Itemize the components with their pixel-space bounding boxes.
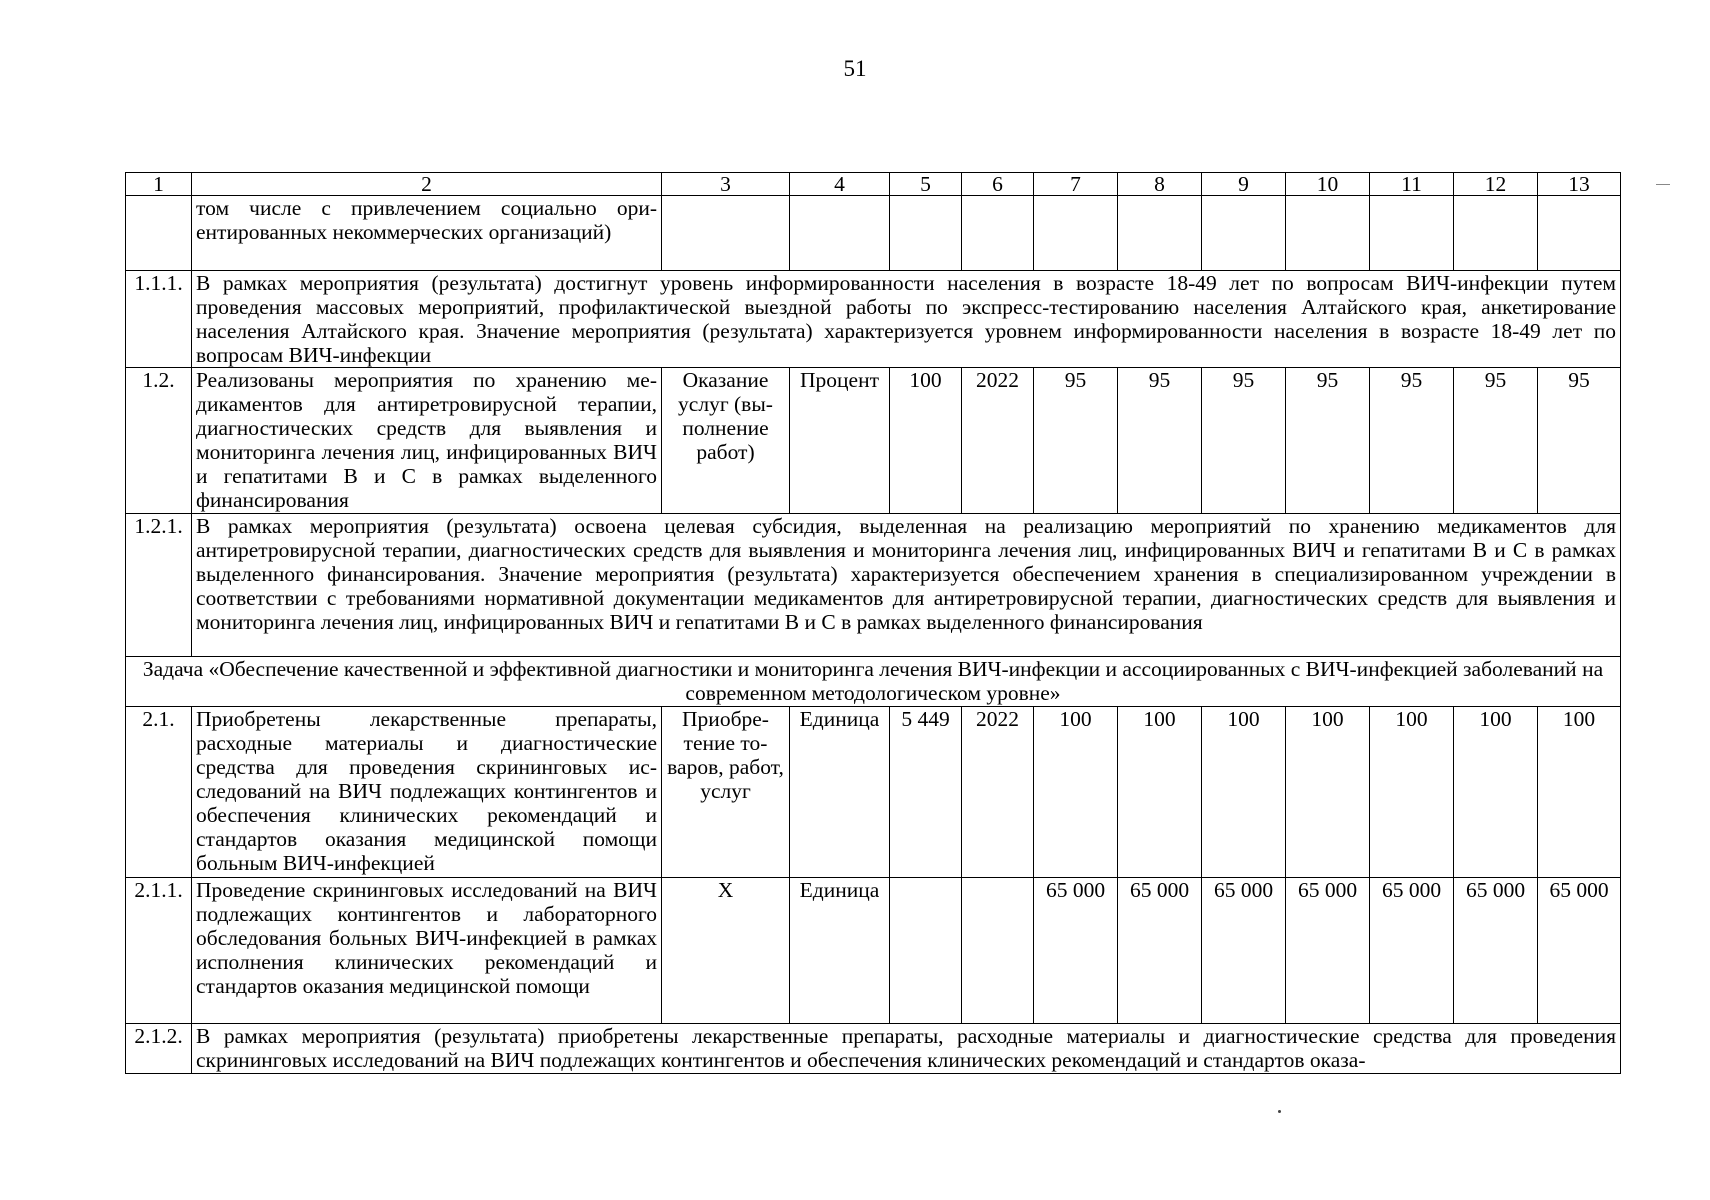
row-value: 100: [1454, 707, 1538, 878]
row-base-value: 5 449: [890, 707, 962, 878]
row-type: Приобретение товаров, работ, услуг: [662, 707, 790, 878]
row-value: 65 000: [1118, 878, 1202, 1024]
row-value: 65 000: [1202, 878, 1286, 1024]
row-value: 95: [1286, 368, 1370, 514]
row-value: 100: [1286, 707, 1370, 878]
row-base-year: [962, 878, 1034, 1024]
row-unit: Единица: [790, 878, 890, 1024]
column-number: 12: [1454, 173, 1538, 196]
table-row-continuation: [126, 196, 1621, 271]
row-value: 65 000: [1538, 878, 1621, 1024]
row-value: 100: [1538, 707, 1621, 878]
row-value: 65 000: [1034, 878, 1118, 1024]
row-base-year: 2022: [962, 368, 1034, 514]
row-value: 100: [1118, 707, 1202, 878]
row-value: 95: [1538, 368, 1621, 514]
row-value: 100: [1202, 707, 1286, 878]
table-row-1-2: [126, 368, 1621, 514]
margin-mark: [1656, 184, 1670, 185]
indicators-table: [125, 172, 1621, 1074]
table-row-1-1-1: [126, 271, 1621, 368]
row-unit: Процент: [790, 368, 890, 514]
row-name: Реализованы мероприятия по хранению медикаментов для антиретровирусной терапии, диагностических средств для выявления и мониторинга лечения лиц, инфицированных ВИЧ и гепатитами В и С в рамках выделенного финансирования: [192, 368, 662, 514]
row-type: Оказание услуг (выполнение работ): [662, 368, 790, 514]
table-row-2-1-2: [126, 1024, 1621, 1074]
empty-cell: [1202, 196, 1286, 271]
column-number: 7: [1034, 173, 1118, 196]
row-number: 1.1.1.: [126, 271, 192, 368]
empty-cell: [1370, 196, 1454, 271]
column-number: 1: [126, 173, 192, 196]
row-name: том числе с привлечением социально ориентированных некоммерческих организаций): [192, 196, 662, 271]
column-number: 10: [1286, 173, 1370, 196]
empty-cell: [662, 196, 790, 271]
row-value: 100: [1034, 707, 1118, 878]
column-number-row: [126, 173, 1621, 196]
row-number: 2.1.2.: [126, 1024, 192, 1074]
column-number: 3: [662, 173, 790, 196]
row-base-value: [890, 878, 962, 1024]
row-description: В рамках мероприятия (результата) приобретены лекарственные препараты, расходные материалы и диагностические средства для проведения скрининговых исследований на ВИЧ подлежащих контингентов и обеспечения клинических рекомендаций и стандартов оказа-: [192, 1024, 1621, 1074]
column-number: 8: [1118, 173, 1202, 196]
row-base-value: 100: [890, 368, 962, 514]
row-number: 1.2.1.: [126, 514, 192, 657]
empty-cell: [1454, 196, 1538, 271]
row-value: 65 000: [1286, 878, 1370, 1024]
empty-cell: [790, 196, 890, 271]
empty-cell: [890, 196, 962, 271]
empty-cell: [1034, 196, 1118, 271]
row-value: 100: [1370, 707, 1454, 878]
row-name: Приобретены лекарственные препараты, расходные материалы и диагностические средства для проведения скрининговых исследований на ВИЧ подлежащих контингентов и обеспечения клинических рекомендаций и стандартов оказания медицинской помощи больным ВИЧ-инфекцией: [192, 707, 662, 878]
column-number: 9: [1202, 173, 1286, 196]
row-name: Проведение скрининговых исследований на ВИЧ подлежащих контингентов и лабораторного обследования больных ВИЧ-инфекцией в рамках исполнения клинических рекомендаций и стандартов оказания медицинской помощи: [192, 878, 662, 1024]
column-number: 4: [790, 173, 890, 196]
column-number: 2: [192, 173, 662, 196]
column-number: 11: [1370, 173, 1454, 196]
row-value: 65 000: [1454, 878, 1538, 1024]
column-number: 5: [890, 173, 962, 196]
page-number: 51: [843, 56, 867, 81]
empty-cell: [962, 196, 1034, 271]
row-value: 95: [1202, 368, 1286, 514]
row-description: В рамках мероприятия (результата) достигнут уровень информированности населения в возрасте 18-49 лет по вопросам ВИЧ-инфекции путем проведения массовых мероприятий, профилактической выездной работы по экспресс-тестированию населения Алтайского края, анкетирование населения Алтайского края. Значение мероприятия (результата) характеризуется уровнем информированности населения в возрасте 18-49 лет по вопросам ВИЧ-инфекции: [192, 271, 1621, 368]
empty-cell: [1118, 196, 1202, 271]
row-value: 95: [1454, 368, 1538, 514]
row-value: 95: [1118, 368, 1202, 514]
row-number: 2.1.1.: [126, 878, 192, 1024]
row-base-year: 2022: [962, 707, 1034, 878]
row-unit: Единица: [790, 707, 890, 878]
row-value: 65 000: [1370, 878, 1454, 1024]
table-row-2-1-1: [126, 878, 1621, 1024]
row-number: 2.1.: [126, 707, 192, 878]
row-value: 95: [1370, 368, 1454, 514]
row-description: В рамках мероприятия (результата) освоена целевая субсидия, выделенная на реализацию мероприятий по хранению медикаментов для антиретровирусной терапии, диагностических средств для выявления и мониторинга лечения лиц, инфицированных ВИЧ и гепатитами В и С в рамках выделенного финансирования. Значение мероприятия (результата) характеризуется обеспечением хранения в специализированном учреждении в соответствии с требованиями нормативной документации медикаментов для антиретровирусной терапии, диагностических средств для выявления и мониторинга лечения лиц, инфицированных ВИЧ и гепатитами В и С в рамках выделенного финансирования: [192, 514, 1621, 657]
row-number: 1.2.: [126, 368, 192, 514]
empty-cell: [1286, 196, 1370, 271]
stray-dot: [1278, 1110, 1281, 1113]
row-value: 95: [1034, 368, 1118, 514]
row-type: Х: [662, 878, 790, 1024]
row-number: [126, 196, 192, 271]
empty-cell: [1538, 196, 1621, 271]
column-number: 13: [1538, 173, 1621, 196]
table-row-2-1: [126, 707, 1621, 878]
task-row: [126, 657, 1621, 707]
column-number: 6: [962, 173, 1034, 196]
task-title: Задача «Обеспечение качественной и эффективной диагностики и мониторинга лечения ВИЧ-инфекции и ассоциированных с ВИЧ-инфекцией заболеваний на современном методологическом уровне»: [126, 657, 1621, 707]
table-row-1-2-1: [126, 514, 1621, 657]
